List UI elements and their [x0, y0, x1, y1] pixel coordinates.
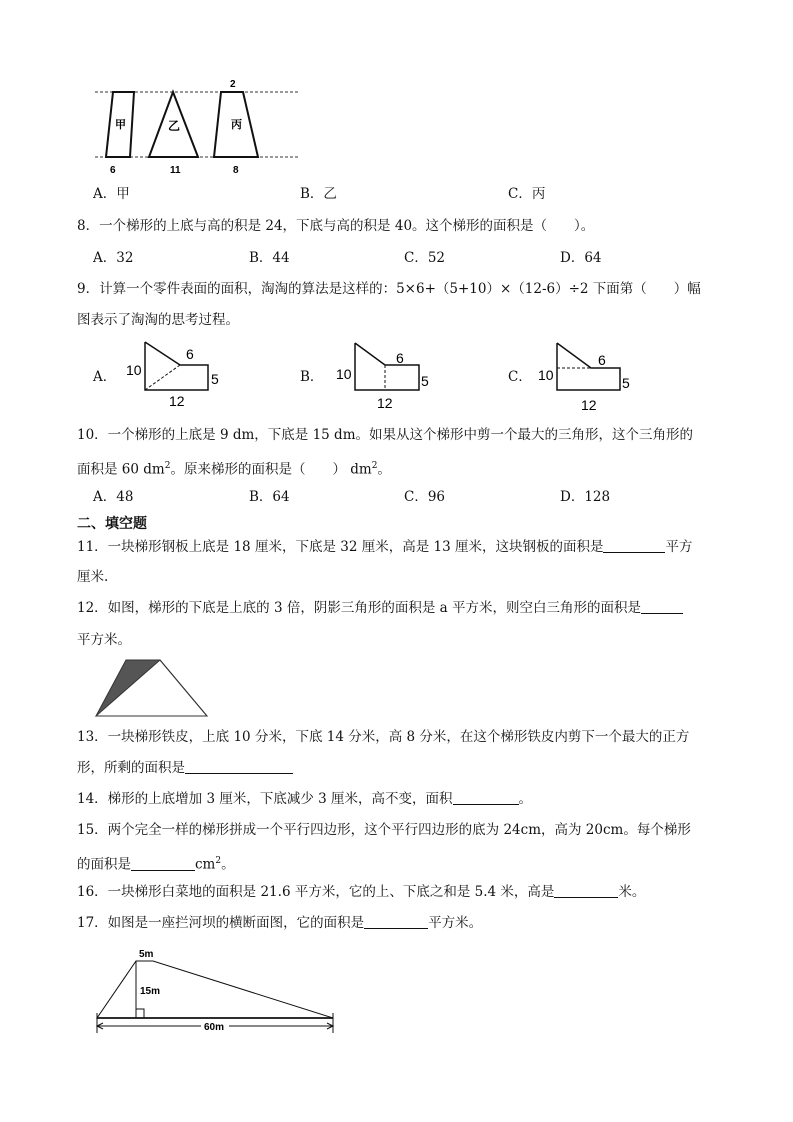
q11-answer-blank[interactable]: [603, 537, 665, 553]
svg-text:6: 6: [396, 350, 404, 366]
q11-line2: 厘米.: [77, 569, 109, 585]
q15-answer-blank[interactable]: [131, 855, 195, 871]
dam-height-label: 15m: [140, 986, 161, 997]
q17-answer-blank[interactable]: [364, 913, 428, 929]
q10-stem-line2: 面积是 60 $dm^2$。原来梯形的面积是（ ） $dm^2$。: [77, 461, 391, 478]
q15-line2: 的面积是 $cm^2$。: [77, 856, 235, 873]
q10-stem-line1: 10．一个梯形的上底是 9 dm，下底是 15 dm。如果从这个梯形中剪一个最大的三角形，这个三角形的: [77, 427, 693, 443]
q9-figure-c: [535, 340, 635, 412]
svg-text:12: 12: [169, 393, 185, 409]
svg-text:12: 12: [581, 397, 597, 413]
q7-trapezoid-figure: [93, 78, 303, 178]
q11-stem: 11．一块梯形钢板上底是 18 厘米，下底是 32 厘米，高是 13 厘米，这块钢板的面积是 平方: [77, 539, 693, 555]
q13-stem: 13．一块梯形铁皮，上底 10 分米，下底 14 分米，高 8 分米，在这个梯形铁皮内剪下一个最大的正方: [77, 729, 690, 745]
label-jia: 甲: [115, 119, 126, 131]
q9-figure-b: [333, 340, 433, 412]
svg-text:10: 10: [126, 362, 142, 378]
q16-stem: 16．一块梯形白菜地的面积是 21.6 平方米，它的上、下底之和是 5.4 米，高是 米。: [77, 884, 646, 900]
section-heading-fill-blank: 二、填空题: [77, 516, 147, 532]
q13-line2: 形，所剩的面积是: [77, 758, 293, 778]
q12-stem: 12．如图，梯形的下底是上底的 3 倍，阴影三角形的面积是 a 平方米，则空白三角形的面积是: [77, 598, 683, 618]
q10-option-d[interactable]: D．128: [560, 489, 611, 505]
q12-trapezoid-figure: [93, 657, 213, 719]
q10-option-a[interactable]: A．48: [93, 489, 134, 505]
q7-option-b[interactable]: B．乙: [300, 186, 337, 202]
length-8: 8: [233, 165, 239, 176]
svg-text:5: 5: [622, 375, 630, 391]
q8-option-a[interactable]: A．32: [93, 250, 134, 266]
q14-stem: 14．梯形的上底增加 3 厘米，下底减少 3 厘米，高不变，面积 。: [77, 791, 533, 807]
dam-bottom-label: 60m: [204, 1022, 225, 1033]
q16-answer-blank[interactable]: [554, 882, 618, 898]
q15-stem: 15．两个完全一样的梯形拼成一个平行四边形，这个平行四边形的底为 24cm，高为 20cm。每个梯形: [77, 822, 691, 838]
q9-figure-a: [120, 340, 220, 412]
svg-text:5: 5: [211, 371, 219, 387]
svg-text:10: 10: [538, 367, 554, 383]
svg-text:12: 12: [377, 395, 393, 411]
q17-dam-cross-section: [93, 945, 338, 1037]
q9-stem-line1: 9．计算一个零件表面的面积，淘淘的算法是这样的：5×6+（5+10）×（12-6）÷2 下面第（ ）幅: [77, 281, 701, 297]
q8-option-d[interactable]: D．64: [560, 250, 602, 266]
top-length: 2: [230, 79, 236, 90]
label-bing: 丙: [231, 119, 242, 131]
dam-top-label: 5m: [139, 949, 154, 960]
q10-option-c[interactable]: C．96: [404, 489, 446, 505]
q9-stem-line2: 图表示了淘淘的思考过程。: [77, 312, 239, 328]
label-yi: 乙: [168, 119, 181, 133]
length-6: 6: [110, 165, 116, 176]
q17-stem: 17．如图是一座拦河坝的横断面图，它的面积是 平方米。: [77, 915, 483, 931]
q8-option-b[interactable]: B．44: [249, 250, 290, 266]
svg-text:6: 6: [186, 346, 194, 362]
q14-answer-blank[interactable]: [453, 789, 519, 805]
q9-option-b[interactable]: B．: [300, 369, 324, 385]
svg-text:6: 6: [598, 352, 606, 368]
svg-text:10: 10: [336, 366, 352, 382]
length-11: 11: [170, 165, 181, 176]
q10-option-b[interactable]: B．64: [249, 489, 290, 505]
svg-text:5: 5: [421, 373, 429, 389]
q12-line2: 平方米。: [77, 632, 131, 648]
q9-option-c[interactable]: C．: [508, 369, 532, 385]
q9-option-a[interactable]: A．: [93, 369, 117, 385]
q12-answer-blank[interactable]: [641, 598, 683, 614]
q13-answer-blank[interactable]: [185, 758, 293, 774]
q8-stem: 8．一个梯形的上底与高的积是 24，下底与高的积是 40。这个梯形的面积是（ ）。: [77, 218, 595, 234]
q7-option-c[interactable]: C．丙: [508, 186, 546, 202]
q7-option-a[interactable]: A．甲: [93, 186, 130, 202]
q8-option-c[interactable]: C．52: [404, 250, 446, 266]
